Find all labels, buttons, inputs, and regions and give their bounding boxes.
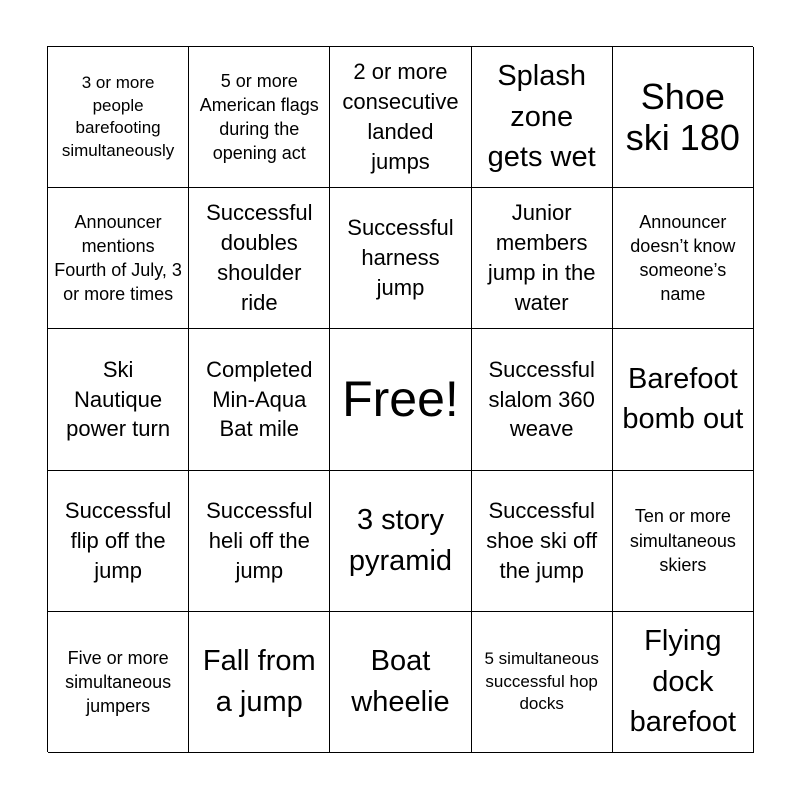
cell-text: 5 simultaneous successful hop docks [484,649,599,714]
bingo-cell[interactable] [613,188,754,329]
cell-text: Shoe ski 180 [625,75,740,159]
free-space-text: Free! [342,371,459,428]
cell-text: Successful heli off the jump [206,497,313,583]
cell-text: Boat wheelie [351,645,450,718]
bingo-cell[interactable] [48,471,189,612]
cell-text: 3 story pyramid [348,504,453,577]
bingo-cell[interactable] [472,47,613,188]
bingo-cell[interactable] [330,612,471,753]
cell-text: Successful shoe ski off the jump [486,497,598,583]
bingo-cell[interactable] [613,329,754,470]
cell-text: Ten or more simultaneous skiers [629,506,736,575]
cell-text: Ski Nautique power turn [66,356,171,442]
bingo-cell[interactable] [48,612,189,753]
bingo-cell[interactable] [472,471,613,612]
bingo-cell[interactable] [472,329,613,470]
cell-text: 5 or more American flags during the opening act [199,70,319,164]
bingo-cell[interactable] [189,188,330,329]
bingo-cell[interactable] [189,329,330,470]
cell-text: Flying dock barefoot [629,624,737,739]
cell-text: Announcer mentions Fourth of July, 3 or more times [54,212,182,305]
cell-text: Successful doubles shoulder ride [206,200,313,316]
cell-text: Fall from a jump [202,645,316,718]
bingo-cell[interactable] [189,612,330,753]
free-space-cell[interactable] [330,329,471,470]
bingo-cell[interactable] [613,612,754,753]
bingo-cell[interactable] [472,188,613,329]
cell-text: 3 or more people barefooting simultaneously [61,73,175,160]
cell-text: Five or more simultaneous jumpers [65,647,172,716]
bingo-cell[interactable] [330,188,471,329]
bingo-board [47,46,753,752]
cell-text: Junior members jump in the water [487,200,596,316]
cell-text: Successful harness jump [347,215,454,301]
cell-text: Successful flip off the jump [64,497,172,583]
bingo-cell[interactable] [613,471,754,612]
cell-text: 2 or more consecutive landed jumps [342,59,459,174]
cell-text: Successful slalom 360 weave [488,356,595,442]
bingo-cell[interactable] [189,47,330,188]
bingo-cell[interactable] [330,47,471,188]
cell-text: Barefoot bomb out [622,362,744,436]
bingo-cell[interactable] [330,471,471,612]
bingo-cell[interactable] [613,47,754,188]
bingo-cell[interactable] [472,612,613,753]
cell-text: Announcer doesn’t know someone’s name [630,212,736,305]
bingo-cell[interactable] [48,188,189,329]
cell-text: Completed Min-Aqua Bat mile [206,356,313,442]
bingo-cell[interactable] [189,471,330,612]
bingo-cell[interactable] [48,47,189,188]
bingo-cell[interactable] [48,329,189,470]
cell-text: Splash zone gets wet [487,60,596,174]
